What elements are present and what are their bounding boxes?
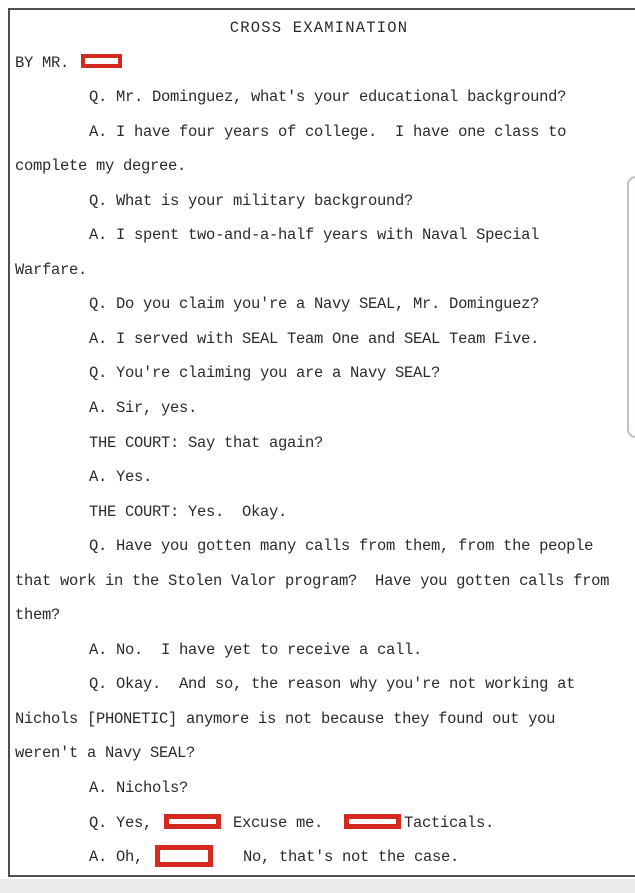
transcript-line: [15, 633, 635, 668]
transcript-line: [15, 495, 635, 530]
transcript-text: Q. Have you gotten many calls from them, from the people: [89, 537, 594, 556]
transcript-text: them?: [15, 606, 61, 625]
transcript-line: [15, 736, 635, 771]
redaction-box: [344, 814, 401, 829]
scrollbar-thumb[interactable]: [627, 176, 635, 438]
transcript-text: A. I have four years of college. I have one class to: [89, 122, 567, 141]
transcript-text: THE COURT: Yes. Okay.: [89, 502, 288, 521]
transcript-line: [15, 702, 635, 737]
transcript-text: Nichols [PHONETIC] anymore is not because they found out you: [15, 709, 556, 728]
redaction-box: [81, 54, 122, 68]
transcript-text: Q. Yes,: [89, 813, 162, 832]
transcript-line: [15, 322, 635, 357]
transcript-line: [15, 356, 635, 391]
transcript-lines: [15, 46, 635, 875]
transcript-text: THE COURT: Say that again?: [89, 433, 324, 452]
transcript-text: weren't a Navy SEAL?: [15, 744, 196, 763]
transcript-text: A. I served with SEAL Team One and SEAL Team Five.: [89, 329, 540, 348]
transcript-text: A. Sir, yes.: [89, 399, 198, 418]
transcript-text: BY MR.: [15, 53, 79, 72]
transcript-line: [15, 840, 635, 875]
transcript-text: Q. Do you claim you're a Navy SEAL, Mr. Dominguez?: [89, 295, 540, 314]
transcript-text: that work in the Stolen Valor program? Have you gotten calls from: [15, 571, 610, 590]
transcript-text: Tacticals.: [404, 813, 495, 832]
transcript-text: A. Oh,: [89, 848, 153, 867]
transcript-text: No, that's not the case.: [216, 848, 460, 867]
transcript-text: complete my degree.: [15, 157, 187, 176]
transcript-line: [15, 115, 635, 150]
page-bottom-margin: [0, 879, 635, 893]
transcript-document: [8, 8, 635, 877]
transcript-line: [15, 149, 635, 184]
transcript-line: [15, 564, 635, 599]
transcript-text: Warfare.: [15, 260, 88, 279]
transcript-line: [15, 460, 635, 495]
transcript-line: [15, 667, 635, 702]
transcript-text: Q. Okay. And so, the reason why you're not working at: [89, 675, 576, 694]
transcript-line: [15, 426, 635, 461]
transcript-line: [15, 771, 635, 806]
transcript-line: [15, 806, 635, 841]
transcript-line: [15, 287, 635, 322]
transcript-line: [15, 529, 635, 564]
transcript-text: Q. You're claiming you are a Navy SEAL?: [89, 364, 441, 383]
transcript-text: Excuse me.: [224, 813, 342, 832]
transcript-text: Q. What is your military background?: [89, 191, 414, 210]
transcript-line: [15, 391, 635, 426]
transcript-text: A. Yes.: [89, 468, 153, 487]
transcript-line: [15, 80, 635, 115]
transcript-line: [15, 46, 635, 81]
transcript-line: [15, 184, 635, 219]
transcript-line: [15, 218, 635, 253]
transcript-line: [15, 598, 635, 633]
redaction-box: [155, 845, 213, 867]
page-title: CROSS EXAMINATION: [229, 19, 409, 37]
transcript-text: A. No. I have yet to receive a call.: [89, 640, 423, 659]
transcript-text: A. Nichols?: [89, 779, 189, 798]
transcript-text: A. I spent two-and-a-half years with Naval Special: [89, 226, 540, 245]
redaction-box: [164, 814, 221, 829]
transcript-line: [15, 253, 635, 288]
transcript-text: Q. Mr. Dominguez, what's your educational background?: [89, 88, 567, 107]
